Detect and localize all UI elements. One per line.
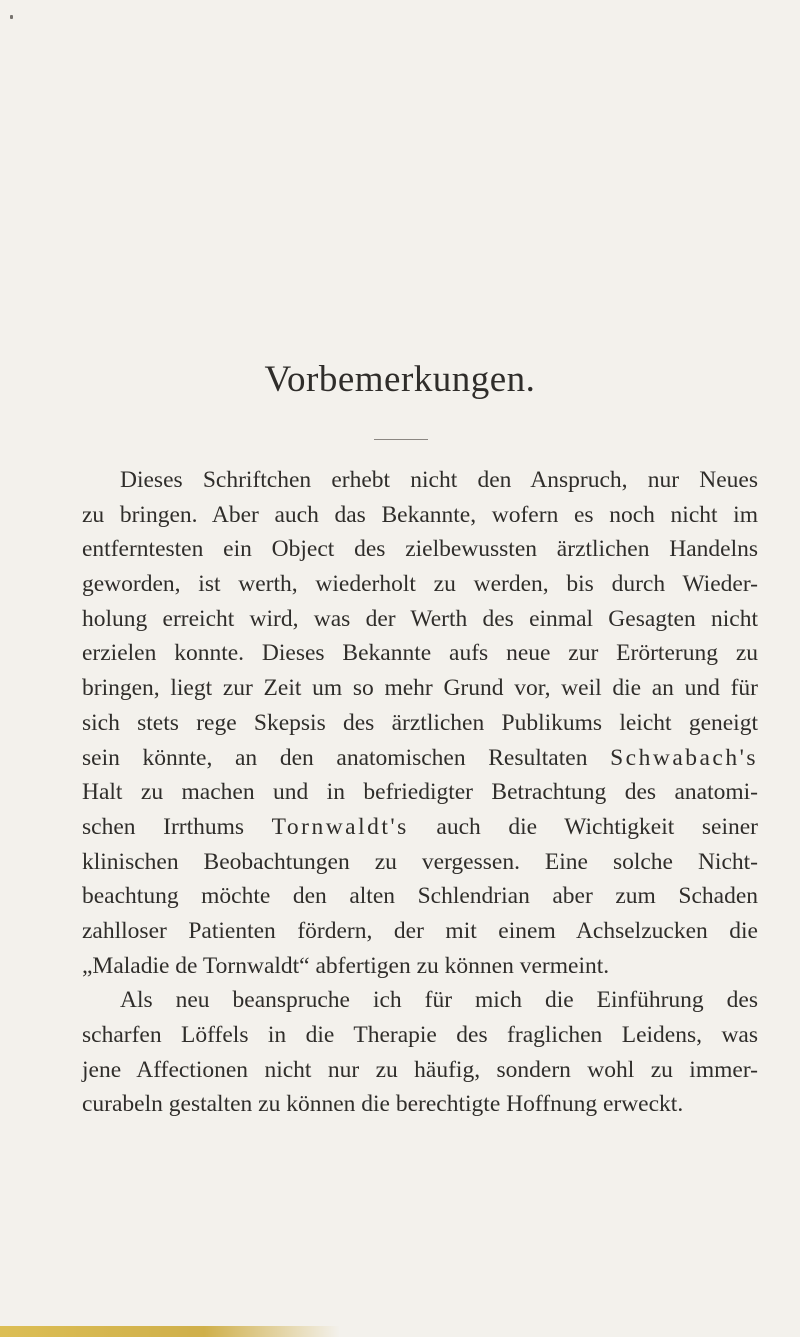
text-line: curabeln gestalten zu können die berechtigte Hoffnung erweckt. [82, 1091, 684, 1118]
page-heading: Vorbemerkungen. [264, 359, 536, 400]
text-line: beachtung möchte den alten Schlendrian aber zum Schaden [82, 883, 758, 910]
text-line: „Maladie de Tornwaldt“ abfertigen zu können vermeint. [82, 952, 610, 979]
text-line: geworden, ist werth, wiederholt zu werden, bis durch Wieder- [82, 571, 758, 598]
text-line [82, 810, 758, 845]
text-run: sein könnte, an den anatomischen Resultaten [82, 744, 611, 771]
text-line: zu bringen. Aber auch das Bekannte, wofern es noch nicht im [82, 501, 758, 528]
text-line: entferntesten ein Object des zielbewussten ärztlichen Handelns [82, 536, 758, 563]
text-line: Halt zu machen und in befriedigter Betrachtung des anatomi- [82, 779, 758, 806]
text-line: sich stets rege Skepsis des ärztlichen Publikums leicht geneigt [82, 709, 758, 736]
text-line: klinischen Beobachtungen zu vergessen. Eine solche Nicht- [82, 848, 758, 875]
text-line: erzielen konnte. Dieses Bekannte aufs neue zur Erörterung zu [82, 640, 758, 667]
print-speck [10, 15, 13, 19]
body-text [82, 463, 758, 1122]
text-line: Als neu beanspruche ich für mich die Einführung des [120, 987, 758, 1014]
text-line: scharfen Löffels in die Therapie des fraglichen Leidens, was [82, 1022, 758, 1048]
text-run: auch die Wichtigkeit seiner [408, 813, 758, 840]
text-line: holung erreicht wird, was der Werth des einmal Gesagten nicht [82, 605, 758, 632]
text-line [82, 741, 758, 776]
spaced-name: Tornwaldt's [271, 813, 409, 840]
page-edge-stain [0, 1326, 340, 1337]
text-line: Dieses Schriftchen erhebt nicht den Anspruch, nur Neues [120, 467, 758, 493]
text-line: jene Affectionen nicht nur zu häufig, sondern wohl zu immer- [82, 1056, 758, 1083]
heading-divider [374, 439, 428, 440]
text-line: zahlloser Patienten fördern, der mit einem Achselzucken die [82, 917, 758, 944]
text-run: schen Irrthums [82, 813, 272, 840]
text-line: bringen, liegt zur Zeit um so mehr Grund vor, weil die an und für [82, 675, 758, 702]
spaced-name: Schwabach's [610, 744, 758, 771]
